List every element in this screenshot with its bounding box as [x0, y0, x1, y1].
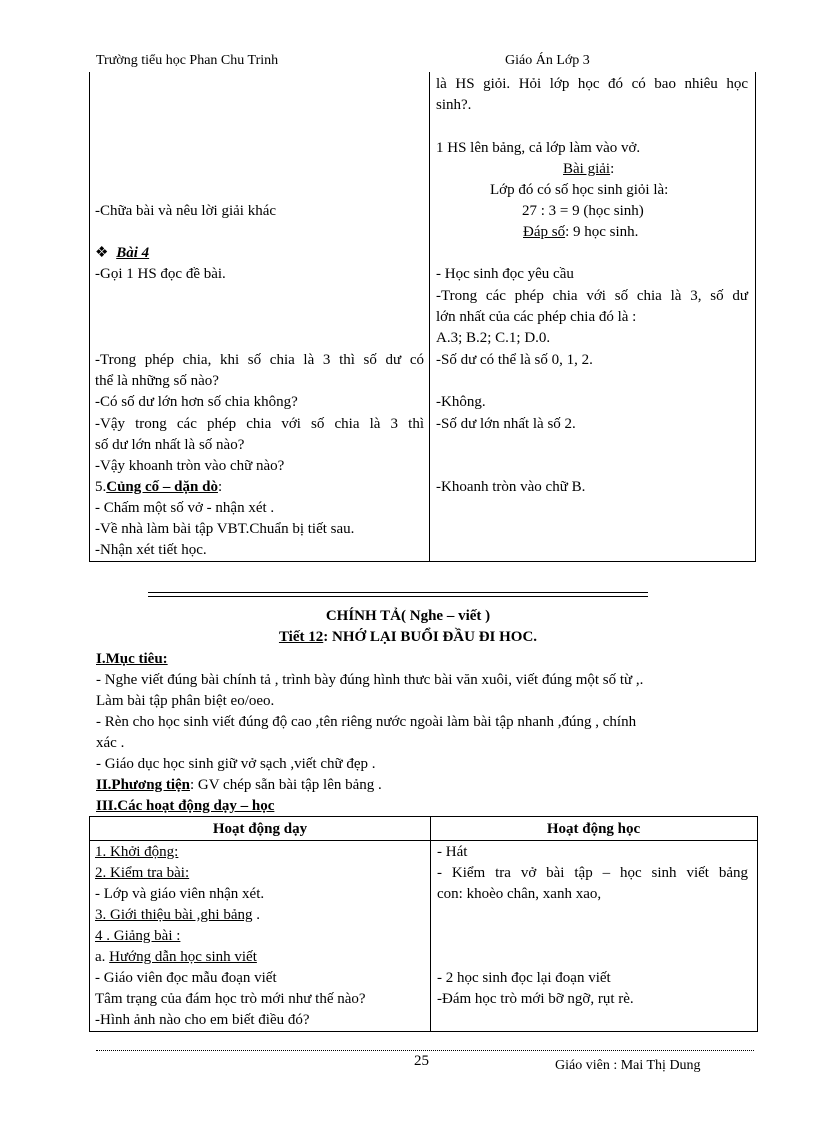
mood-question: Tâm trạng của đám học trò mới như thế nào? [95, 991, 366, 1007]
consolidate-title: Củng cố – dặn dò [106, 479, 218, 495]
call-student-text: -Gọi 1 HS đọc đề bài. [95, 266, 226, 282]
goal-2-line-2: xác . [96, 735, 125, 751]
col-header-teacher: Hoạt động dạy [212, 821, 308, 837]
guide-prefix: a. [95, 949, 110, 965]
step-guide [95, 947, 257, 968]
means-heading: II.Phương tiện [96, 777, 190, 793]
lesson-number: Tiết 12 [278, 629, 324, 645]
fix-answer-text: -Chữa bài và nêu lời giải khác [95, 203, 277, 219]
answer-value: : 9 học sinh. [565, 224, 639, 240]
reread-text: - 2 học sinh đọc lại đoạn viết [437, 970, 611, 986]
means-text: : GV chép sẵn bài tập lên bảng . [190, 777, 382, 793]
goal-1-line-2: Làm bài tập phân biệt eo/oeo. [96, 693, 275, 709]
page-number: 25 [414, 1053, 429, 1069]
lesson-title [0, 627, 816, 648]
check-line-1: - Kiểm tra vở bài tập – học sinh viết bảng [437, 865, 748, 881]
step-teach: 4 . Giảng bài : [95, 928, 181, 944]
means-line [96, 775, 382, 796]
question-3-line-2: số dư lớn nhất là số nào? [95, 437, 245, 453]
solution-line-1: Lớp đó có số học sinh giỏi là: [490, 182, 669, 198]
school-name: Trường tiểu học Phan Chu Trinh [96, 53, 279, 68]
circle-answer: -Khoanh tròn vào chữ B. [436, 479, 586, 495]
solution-heading [563, 159, 614, 180]
question-1-line-2: thể là những số nào? [95, 373, 219, 389]
solution-colon: : [610, 161, 615, 177]
footer-divider [96, 1050, 754, 1051]
image-question: -Hình ảnh nào cho em biết điều đó? [95, 1012, 310, 1028]
answer-label: Đáp số [523, 224, 566, 240]
activities-heading: III.Các hoạt động dạy – học [96, 798, 275, 814]
step-intro [95, 905, 260, 926]
question-3-line-1: -Vậy trong các phép chia với số chia là 3 thì [95, 416, 424, 432]
remainder-answer: -Số dư có thể là số 0, 1, 2. [436, 352, 593, 368]
board-work-text: 1 HS lên bảng, cả lớp làm vào vở. [436, 140, 641, 156]
consolidate-heading [95, 477, 222, 498]
teacher-name: Giáo viên : Mai Thị Dung [555, 1058, 701, 1073]
solution-answer [523, 222, 638, 243]
goal-3: - Giáo dục học sinh giữ vở sạch ,viết chữ đẹp . [96, 756, 376, 772]
bai4-heading [95, 243, 149, 264]
read-sample: - Giáo viên đọc mẫu đoạn viết [95, 970, 277, 986]
problem-line-2: sinh?. [436, 97, 472, 113]
section-title: CHÍNH TẢ( Nghe – viết ) [325, 608, 491, 624]
consolidate-colon: : [217, 479, 223, 495]
problem-line-1: là HS giỏi. Hỏi lớp học đó có bao nhiêu học [436, 76, 748, 92]
consolidate-number: 5. [95, 479, 107, 495]
bai4-title: Bài 4 [116, 245, 150, 261]
options-line-1: -Trong các phép chia với số chia là 3, số dư [436, 288, 748, 304]
homework-text: -Về nhà làm bài tập VBT.Chuẩn bị tiết sau. [95, 521, 355, 537]
sing-text: - Hát [437, 844, 468, 860]
section-separator [148, 592, 648, 597]
class-comment: - Lớp và giáo viên nhận xét. [95, 886, 265, 902]
solution-title: Bài giải [563, 161, 611, 177]
question-4: -Vậy khoanh tròn vào chữ nào? [95, 458, 285, 474]
table-column-divider [430, 816, 431, 1032]
options-line-3: A.3; B.2; C.1; D.0. [436, 330, 551, 346]
table-header-divider [89, 840, 757, 841]
mood-answer: -Đám học trò mới bỡ ngỡ, rụt rè. [437, 991, 634, 1007]
diamond-bullet-icon: ❖ [95, 245, 109, 261]
lesson-plan-title: Giáo Án Lớp 3 [505, 53, 590, 68]
question-1-line-1: -Trong phép chia, khi số chia là 3 thì số dư có [95, 352, 424, 368]
check-line-2: con: khoèo chân, xanh xao, [437, 886, 602, 902]
question-2: -Có số dư lớn hơn số chia không? [95, 394, 298, 410]
read-requirement: - Học sinh đọc yêu cầu [436, 266, 574, 282]
intro-rest: . [252, 907, 260, 923]
step-check: 2. Kiểm tra bài: [95, 865, 190, 881]
no-answer: -Không. [436, 394, 486, 410]
table-column-divider [429, 72, 430, 562]
solution-line-2: 27 : 3 = 9 (học sinh) [522, 203, 644, 219]
goals-heading: I.Mục tiêu: [96, 651, 168, 667]
guide-text: Hướng dẫn học sinh viết [109, 949, 257, 965]
intro-text: 3. Giới thiệu bài ,ghi bảng [95, 907, 253, 923]
max-remainder-answer: -Số dư lớn nhất là số 2. [436, 416, 576, 432]
goal-1-line-1: - Nghe viết đúng bài chính tả , trình bày đúng hình thưc bài văn xuôi, viết đúng một số từ ,. [96, 672, 644, 688]
options-line-2: lớn nhất của các phép chia đó là : [436, 309, 637, 325]
goal-2-line-1: - Rèn cho học sinh viết đúng độ cao ,tên riêng nước ngoài làm bài tập nhanh ,đúng , chính [96, 714, 637, 730]
review-text: -Nhận xét tiết học. [95, 542, 207, 558]
grade-text: - Chấm một số vở - nhận xét . [95, 500, 275, 516]
col-header-student: Hoạt động học [546, 821, 641, 837]
step-start: 1. Khởi động: [95, 844, 179, 860]
lesson-name: : NHỚ LẠI BUỔI ĐẦU ĐI HOC. [323, 629, 538, 645]
